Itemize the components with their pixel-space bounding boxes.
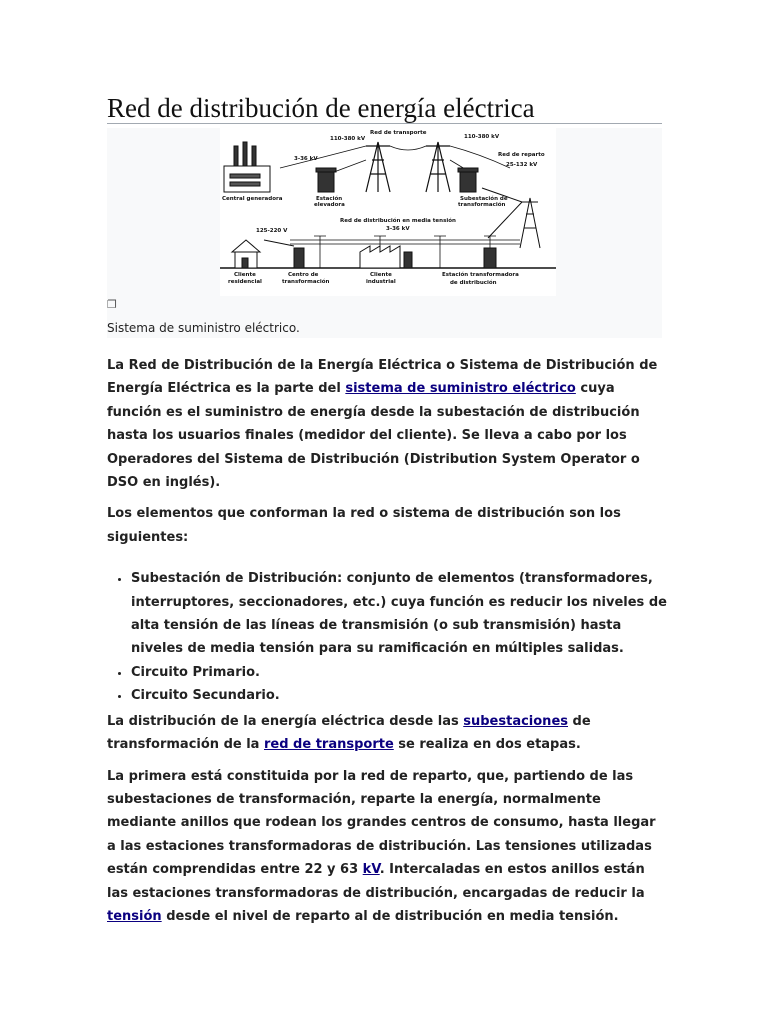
label-red-transporte: Red de transporte [370, 130, 427, 136]
paragraph-1 [107, 354, 667, 494]
p1-text-b: cuya función es el suministro de energía desde la subestación de distribución hasta los usuarios finales (medidor del cliente). Se lleva a cabo por los Operadores del Sistema de Distribución (Distribution System Operator o DSO en inglés). [107, 381, 640, 491]
link-subestaciones[interactable]: subestaciones [463, 713, 568, 729]
link-red-transporte[interactable]: red de transporte [263, 737, 394, 753]
label-cliente-ind-2: industrial [366, 279, 396, 285]
label-25-132kv: 25-132 kV [506, 162, 538, 168]
label-3-36kv-b: 3-36 kV [386, 226, 410, 232]
label-centro-2: transformación [282, 279, 330, 285]
label-estacion-dist-1: Estación transformadora [442, 272, 519, 278]
list-item: • Circuito Primario. [131, 661, 667, 684]
link-kv[interactable]: kV [362, 862, 380, 878]
link-sistema-suministro[interactable]: sistema de suministro eléctrico [345, 381, 576, 397]
label-red-media: Red de distribución en media tensión [340, 218, 456, 224]
label-110-left: 110-380 kV [330, 136, 366, 142]
p1-text-a: La Red de Distribución de la Energía Eléctrica o Sistema de Distribución de Energía Eléctrica es la parte del [107, 358, 658, 397]
label-cliente-ind-1: Cliente [370, 272, 392, 278]
label-centro-1: Centro de [288, 272, 319, 278]
label-subestacion-2: transformación [458, 202, 506, 208]
elements-list [107, 567, 667, 707]
label-125-220: 125-220 V [256, 228, 288, 234]
label-red-reparto: Red de reparto [498, 152, 545, 158]
label-3-36kv: 3-36 kV [294, 156, 318, 162]
figure-caption: Sistema de suministro eléctrico. [107, 321, 300, 335]
p3-text-a: La distribución de la energía eléctrica desde las [107, 713, 464, 729]
paragraph-4 [107, 765, 667, 929]
distribution-station-icon [484, 248, 496, 268]
magnify-clip-icon[interactable]: ❐ [107, 298, 117, 311]
step-up-transformer-icon [316, 168, 336, 192]
label-estacion-1: Estación [316, 196, 343, 202]
link-tension[interactable]: tensión [107, 908, 162, 924]
figure [107, 128, 662, 338]
p4-text-b: . Intercaladas en estos anillos están las estaciones transformadoras de distribución, encargadas de reducir la [107, 862, 645, 901]
label-estacion-2: elevadora [314, 202, 345, 208]
p4-text-a: La primera está constituida por la red de reparto, que, partiendo de las subestaciones de transformación, reparte la energía, normalmente mediante anillos que rodean los grandes centros de consumo, hasta llegar a las estaciones transformadoras de distribución. Las tensiones utilizadas están comprendidas entre 22 y 63 [107, 768, 656, 878]
label-central: Central generadora [222, 196, 283, 202]
label-110-right: 110-380 kV [464, 134, 500, 140]
p3-text-c: se realiza en dos etapas. [393, 737, 581, 753]
label-cliente-res-2: residencial [228, 279, 262, 285]
list-item: • Circuito Secundario. [131, 684, 667, 707]
article-body [107, 354, 667, 936]
label-subestacion-1: Subestación de [460, 196, 508, 202]
title-divider [107, 123, 662, 124]
paragraph-2: Los elementos que conforman la red o sistema de distribución son los siguientes: [107, 506, 621, 545]
list-item: • Subestación de Distribución: conjunto de elementos (transformadores, interruptores, seccionadores, etc.) cuya función es reducir los niveles de alta tensión de las líneas de transmisión (o sub transmisión) hasta niveles de media tensión para su ramificación en múltiples salidas. [131, 567, 667, 661]
p3-text-b: de transformación de la [107, 713, 591, 753]
p4-text-c: desde el nivel de reparto al de distribución en media tensión. [161, 908, 619, 924]
page-title: Red de distribución de energía eléctrica [107, 93, 535, 123]
substation-transformer-icon [458, 168, 478, 192]
label-estacion-dist-2: de distribución [450, 280, 497, 286]
paragraph-3 [107, 710, 667, 757]
power-grid-diagram[interactable] [220, 128, 556, 296]
label-cliente-res-1: Cliente [234, 272, 256, 278]
